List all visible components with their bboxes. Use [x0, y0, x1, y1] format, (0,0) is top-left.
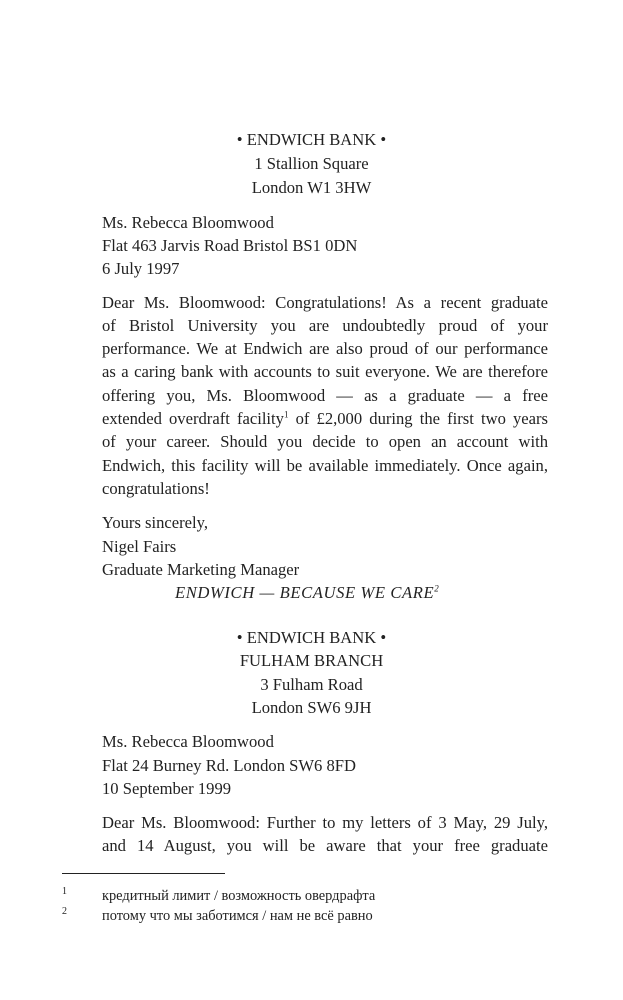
- body-line: of Bristol University you are undoubtedly proud of your: [102, 316, 548, 335]
- branch-name: FULHAM BRANCH: [239, 651, 384, 670]
- body-line: offering you, Ms. Bloomwood — as a graduate — a free: [102, 386, 548, 405]
- bank-name-heading: • ENDWICH BANK •: [236, 628, 387, 647]
- body-line: Dear Ms. Bloomwood: Congratulations! As a recent graduate: [102, 293, 548, 312]
- letter-date: 10 September 1999: [102, 779, 232, 798]
- bank-tagline: [175, 581, 439, 604]
- bank-address-line: London W1 3HW: [251, 178, 372, 197]
- recipient-address: Flat 24 Burney Rd. London SW6 8FD: [102, 756, 356, 775]
- body-line: as a caring bank with accounts to suit everyone. We are therefore: [102, 362, 548, 381]
- footnote-mark: 2: [62, 906, 67, 917]
- body-line: congratulations!: [102, 479, 210, 498]
- body-line: Endwich, this facility will be available immediately. Once again,: [102, 456, 548, 475]
- signer-name: Nigel Fairs: [102, 537, 177, 556]
- recipient-name: Ms. Rebecca Bloomwood: [102, 732, 274, 751]
- body-text: of £2,000 during the first two years: [288, 409, 548, 428]
- tagline-text: ENDWICH — BECAUSE WE CARE: [175, 583, 435, 602]
- letter-date: 6 July 1997: [102, 259, 180, 278]
- body-line: performance. We at Endwich are also proud of our performance: [102, 339, 548, 358]
- bank-name-heading: • ENDWICH BANK •: [236, 130, 387, 149]
- footnote-divider: [62, 873, 225, 874]
- footnote-text: потому что мы заботимся / нам не всё равно: [102, 908, 373, 924]
- body-line: Dear Ms. Bloomwood: Further to my letters of 3 May, 29 July,: [102, 813, 548, 832]
- footnote-mark: 1: [62, 886, 67, 897]
- body-text: extended overdraft facility: [102, 409, 284, 428]
- footnote-text: кредитный лимит / возможность овердрафта: [102, 888, 376, 904]
- body-line: and 14 August, you will be aware that your free graduate: [102, 836, 548, 855]
- body-line: of your career. Should you decide to open an account with: [102, 432, 548, 451]
- body-line: [102, 407, 548, 430]
- recipient-name: Ms. Rebecca Bloomwood: [102, 213, 274, 232]
- bank-address-line: 3 Fulham Road: [260, 675, 363, 694]
- footnote-ref: 2: [434, 583, 440, 594]
- bank-address-line: London SW6 9JH: [251, 698, 372, 717]
- bank-address-line: 1 Stallion Square: [254, 154, 369, 173]
- recipient-address: Flat 463 Jarvis Road Bristol BS1 0DN: [102, 236, 358, 255]
- signer-title: Graduate Marketing Manager: [102, 560, 300, 579]
- footnote-ref: 1: [283, 409, 289, 420]
- closing: Yours sincerely,: [102, 513, 209, 532]
